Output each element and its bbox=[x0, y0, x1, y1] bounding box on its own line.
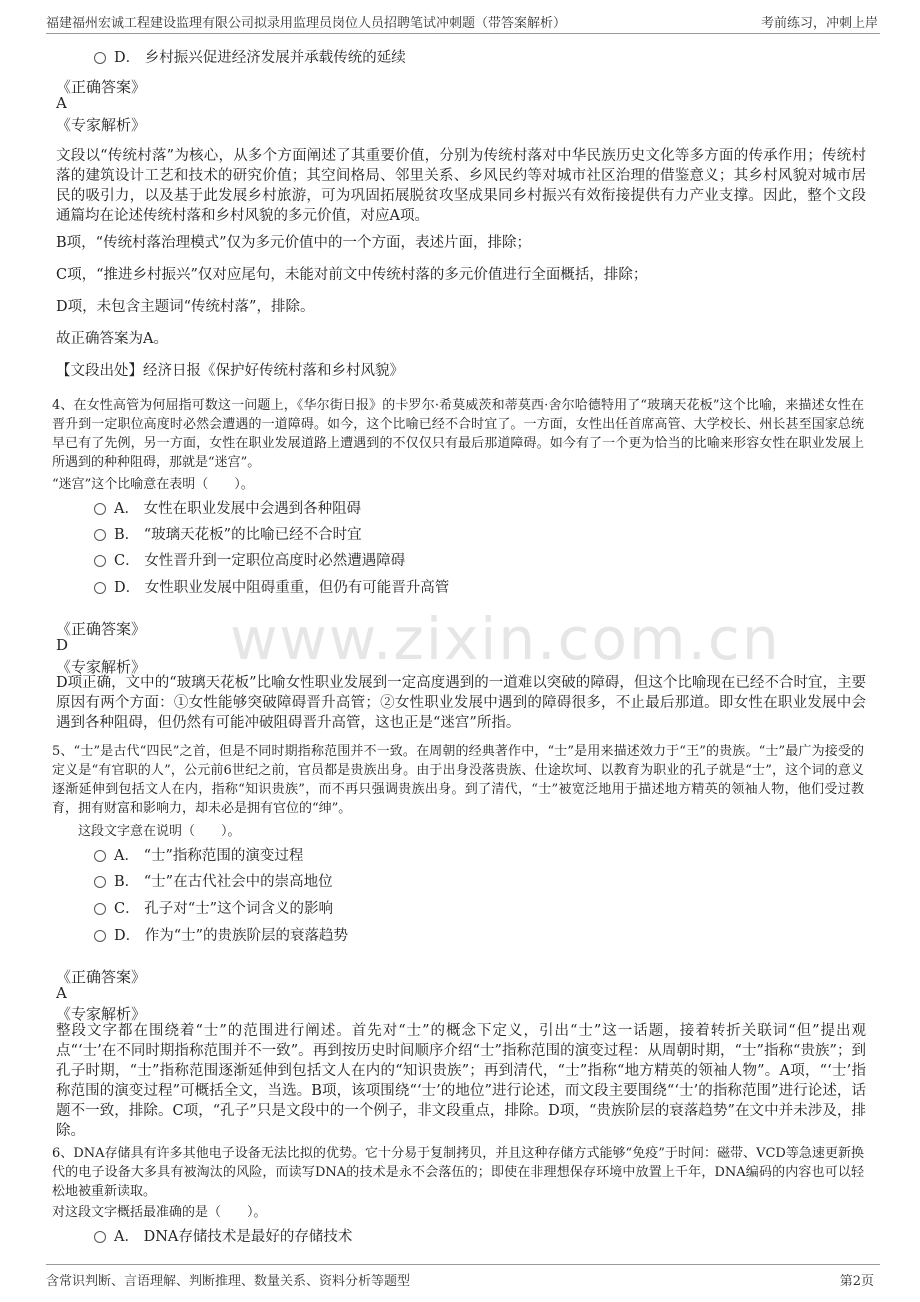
q5-answer: A bbox=[56, 984, 67, 1002]
q4-analysis-label: 《专家解析》 bbox=[56, 658, 147, 676]
q3-answer: A bbox=[56, 94, 67, 112]
q5-analysis-label: 《专家解析》 bbox=[56, 1005, 147, 1023]
q4-option-a[interactable]: A． 女性在职业发展中会遇到各种阻碍 bbox=[94, 497, 361, 518]
header-slogan: 考前练习，冲刺上岸 bbox=[760, 16, 878, 31]
q6-text: 6、DNA存储具有许多其他电子设备无法比拟的优势。它十分易于复制拷贝，并且这种存储方式能够“免疫”于时间：磁带、VCD等急速更新换代的电子设备大多具有被淘汰的风险，而读写DNA的技术是永不会落伍的；即使在非理想保存环境中放置上千年，DNA编码的内容也可以轻松地被重新读取。 bbox=[52, 1146, 864, 1199]
radio-icon[interactable] bbox=[94, 529, 106, 541]
q4-answer-label: 《正确答案》 bbox=[56, 620, 147, 638]
q3-option-d[interactable]: D． 乡村振兴促进经济发展并承载传统的延续 bbox=[94, 46, 406, 67]
watermark: www.zixin.com.cn bbox=[230, 605, 781, 673]
radio-icon[interactable] bbox=[94, 1231, 106, 1243]
radio-icon[interactable] bbox=[94, 876, 106, 888]
q4-option-d[interactable]: D． 女性职业发展中阻碍重重，但仍有可能晋升高管 bbox=[94, 576, 449, 597]
q5-option-b[interactable]: B． “士”在古代社会中的崇高地位 bbox=[94, 870, 333, 891]
q5-answer-label: 《正确答案》 bbox=[56, 968, 147, 986]
q5-option-c[interactable]: C． 孔子对“士”这个词含义的影响 bbox=[94, 897, 333, 918]
q6-option-a[interactable]: A． DNA存储技术是最好的存储技术 bbox=[94, 1225, 352, 1246]
q5-text: 5、“士”是古代“四民”之首，但是不同时期指称范围并不一致。在周朝的经典著作中，“士”是用来描述效力于“王”的贵族。“士”最广为接受的定义是“有官职的人”，公元前6世纪之前，官员都是贵族出身。由于出身没落贵族、仕途坎坷、以教育为职业的孔子就是“士”，这个词的意义逐渐延伸到包括文人在内，指称“知识贵族”，而不再只强调贵族出身。到了清代，“士”被宽泛地用于描述地方精英的领袖人物，他们受过教育，拥有财富和影响力，却未必是拥有官位的“绅”。 bbox=[52, 744, 864, 816]
q3-analysis-d: D项，未包含主题词“传统村落”，排除。 bbox=[56, 299, 315, 315]
q5-option-a[interactable]: A． “士”指称范围的演变过程 bbox=[94, 844, 303, 865]
q5-option-d[interactable]: D． 作为“士”的贵族阶层的衰落趋势 bbox=[94, 924, 348, 945]
footer-topics: 含常识判断、言语理解、判断推理、数量关系、资料分析等题型 bbox=[46, 1274, 411, 1289]
q3-conclusion: 故正确答案为A。 bbox=[56, 331, 168, 347]
q4-option-c[interactable]: C． 女性晋升到一定职位高度时必然遭遇障碍 bbox=[94, 549, 405, 570]
footer-divider bbox=[46, 1264, 880, 1265]
header-divider bbox=[46, 33, 880, 34]
radio-icon[interactable] bbox=[94, 52, 106, 64]
radio-icon[interactable] bbox=[94, 930, 106, 942]
q4-stem: “迷宫”这个比喻意在表明（ ）。 bbox=[52, 477, 254, 492]
q3-analysis-label: 《专家解析》 bbox=[56, 116, 147, 134]
q4-text: 4、在女性高管为何屈指可数这一问题上，《华尔街日报》的卡罗尔·希莫威茨和蒂莫西·舍尔哈德特用了“玻璃天花板”这个比喻，来描述女性在晋升到一定职位高度时必然会遭遇的一道障碍。如今，这个比喻已经不合时宜了。一方面，女性出任首席高管、大学校长、州长甚至国家总统早已有了先例，另一方面，女性在职业发展道路上遭遇到的不仅仅只有最后那道障碍。如今有了一个更为恰当的比喻来形容女性在职业发展上所遇到的种种阻碍，那就是“迷宫”。 bbox=[52, 398, 864, 470]
q3-source: 【文段出处】经济日报《保护好传统村落和乡村风貌》 bbox=[56, 363, 404, 379]
q3-answer-label: 《正确答案》 bbox=[56, 78, 147, 96]
q4-option-b[interactable]: B． “玻璃天花板”的比喻已经不合时宜 bbox=[94, 523, 362, 544]
radio-icon[interactable] bbox=[94, 903, 106, 915]
q3-analysis-c: C项，“推进乡村振兴”仅对应尾句，未能对前文中传统村落的多元价值进行全面概括，排除； bbox=[56, 267, 648, 283]
q4-answer: D bbox=[56, 636, 69, 654]
q4-analysis: D项正确，文中的“玻璃天花板”比喻女性职业发展到一定高度遇到的一道难以突破的障碍，但这个比喻现在已经不合时宜，主要原因有两个方面：①女性能够突破障碍晋升高管；②女性职业发展中遇到的障碍很多，不止最后那道。即女性在职业发展中会遇到各种阻碍，但仍然有可能冲破阻碍晋升高管，这也正是“迷宫”所指。 bbox=[56, 675, 866, 731]
q6-stem: 对这段文字概括最准确的是（ ）。 bbox=[52, 1205, 267, 1220]
header-title: 福建福州宏诚工程建设监理有限公司拟录用监理员岗位人员招聘笔试冲刺题（带答案解析） bbox=[46, 16, 567, 31]
page-number: 第2页 bbox=[839, 1274, 874, 1289]
q3-analysis-b: B项，“传统村落治理模式”仅为多元价值中的一个方面，表述片面，排除； bbox=[56, 235, 531, 251]
radio-icon[interactable] bbox=[94, 582, 106, 594]
q3-analysis-main: 文段以“传统村落”为核心，从多个方面阐述了其重要价值，分别为传统村落对中华民族历史文化等多方面的传承作用；传统村落的建筑设计工艺和技术的研究价值；其空间格局、邻里关系、乡风民约等对城市社区治理的借鉴意义；其乡村风貌对城市居民的吸引力，以及基于此发展乡村旅游，可为巩固拓展脱贫攻坚成果同乡村振兴有效衔接提供有力产业支撑。因此，整个文段通篇均在论述传统村落和乡村风貌的多元价值，对应A项。 bbox=[56, 148, 866, 224]
q5-analysis: 整段文字都在围绕着“士”的范围进行阐述。首先对“士”的概念下定义，引出“士”这一话题，接着转折关联词“但”提出观点“‘士’在不同时期指称范围并不一致”。再到按历史时间顺序介绍“士”指称范围的演变过程：从周朝时期，“士”指称“贵族”；到孔子时期，“士”指称范围逐渐延伸到包括文人在内的“知识贵族”；再到清代，“士”指称“地方精英的领袖人物”。A项，“‘士’指称范围的演变过程”可概括全文，当选。B项，该项围绕“‘士’的地位”进行论述，而文段主要围绕“‘士’的指称范围”进行论述，话题不一致，排除。C项，“孔子”只是文段中的一个例子，非文段重点，排除。D项，“贵族阶层的衰落趋势”在文中并未涉及，排除。 bbox=[56, 1023, 866, 1139]
q5-stem: 这段文字意在说明（ ）。 bbox=[78, 824, 241, 839]
radio-icon[interactable] bbox=[94, 555, 106, 567]
radio-icon[interactable] bbox=[94, 503, 106, 515]
radio-icon[interactable] bbox=[94, 850, 106, 862]
